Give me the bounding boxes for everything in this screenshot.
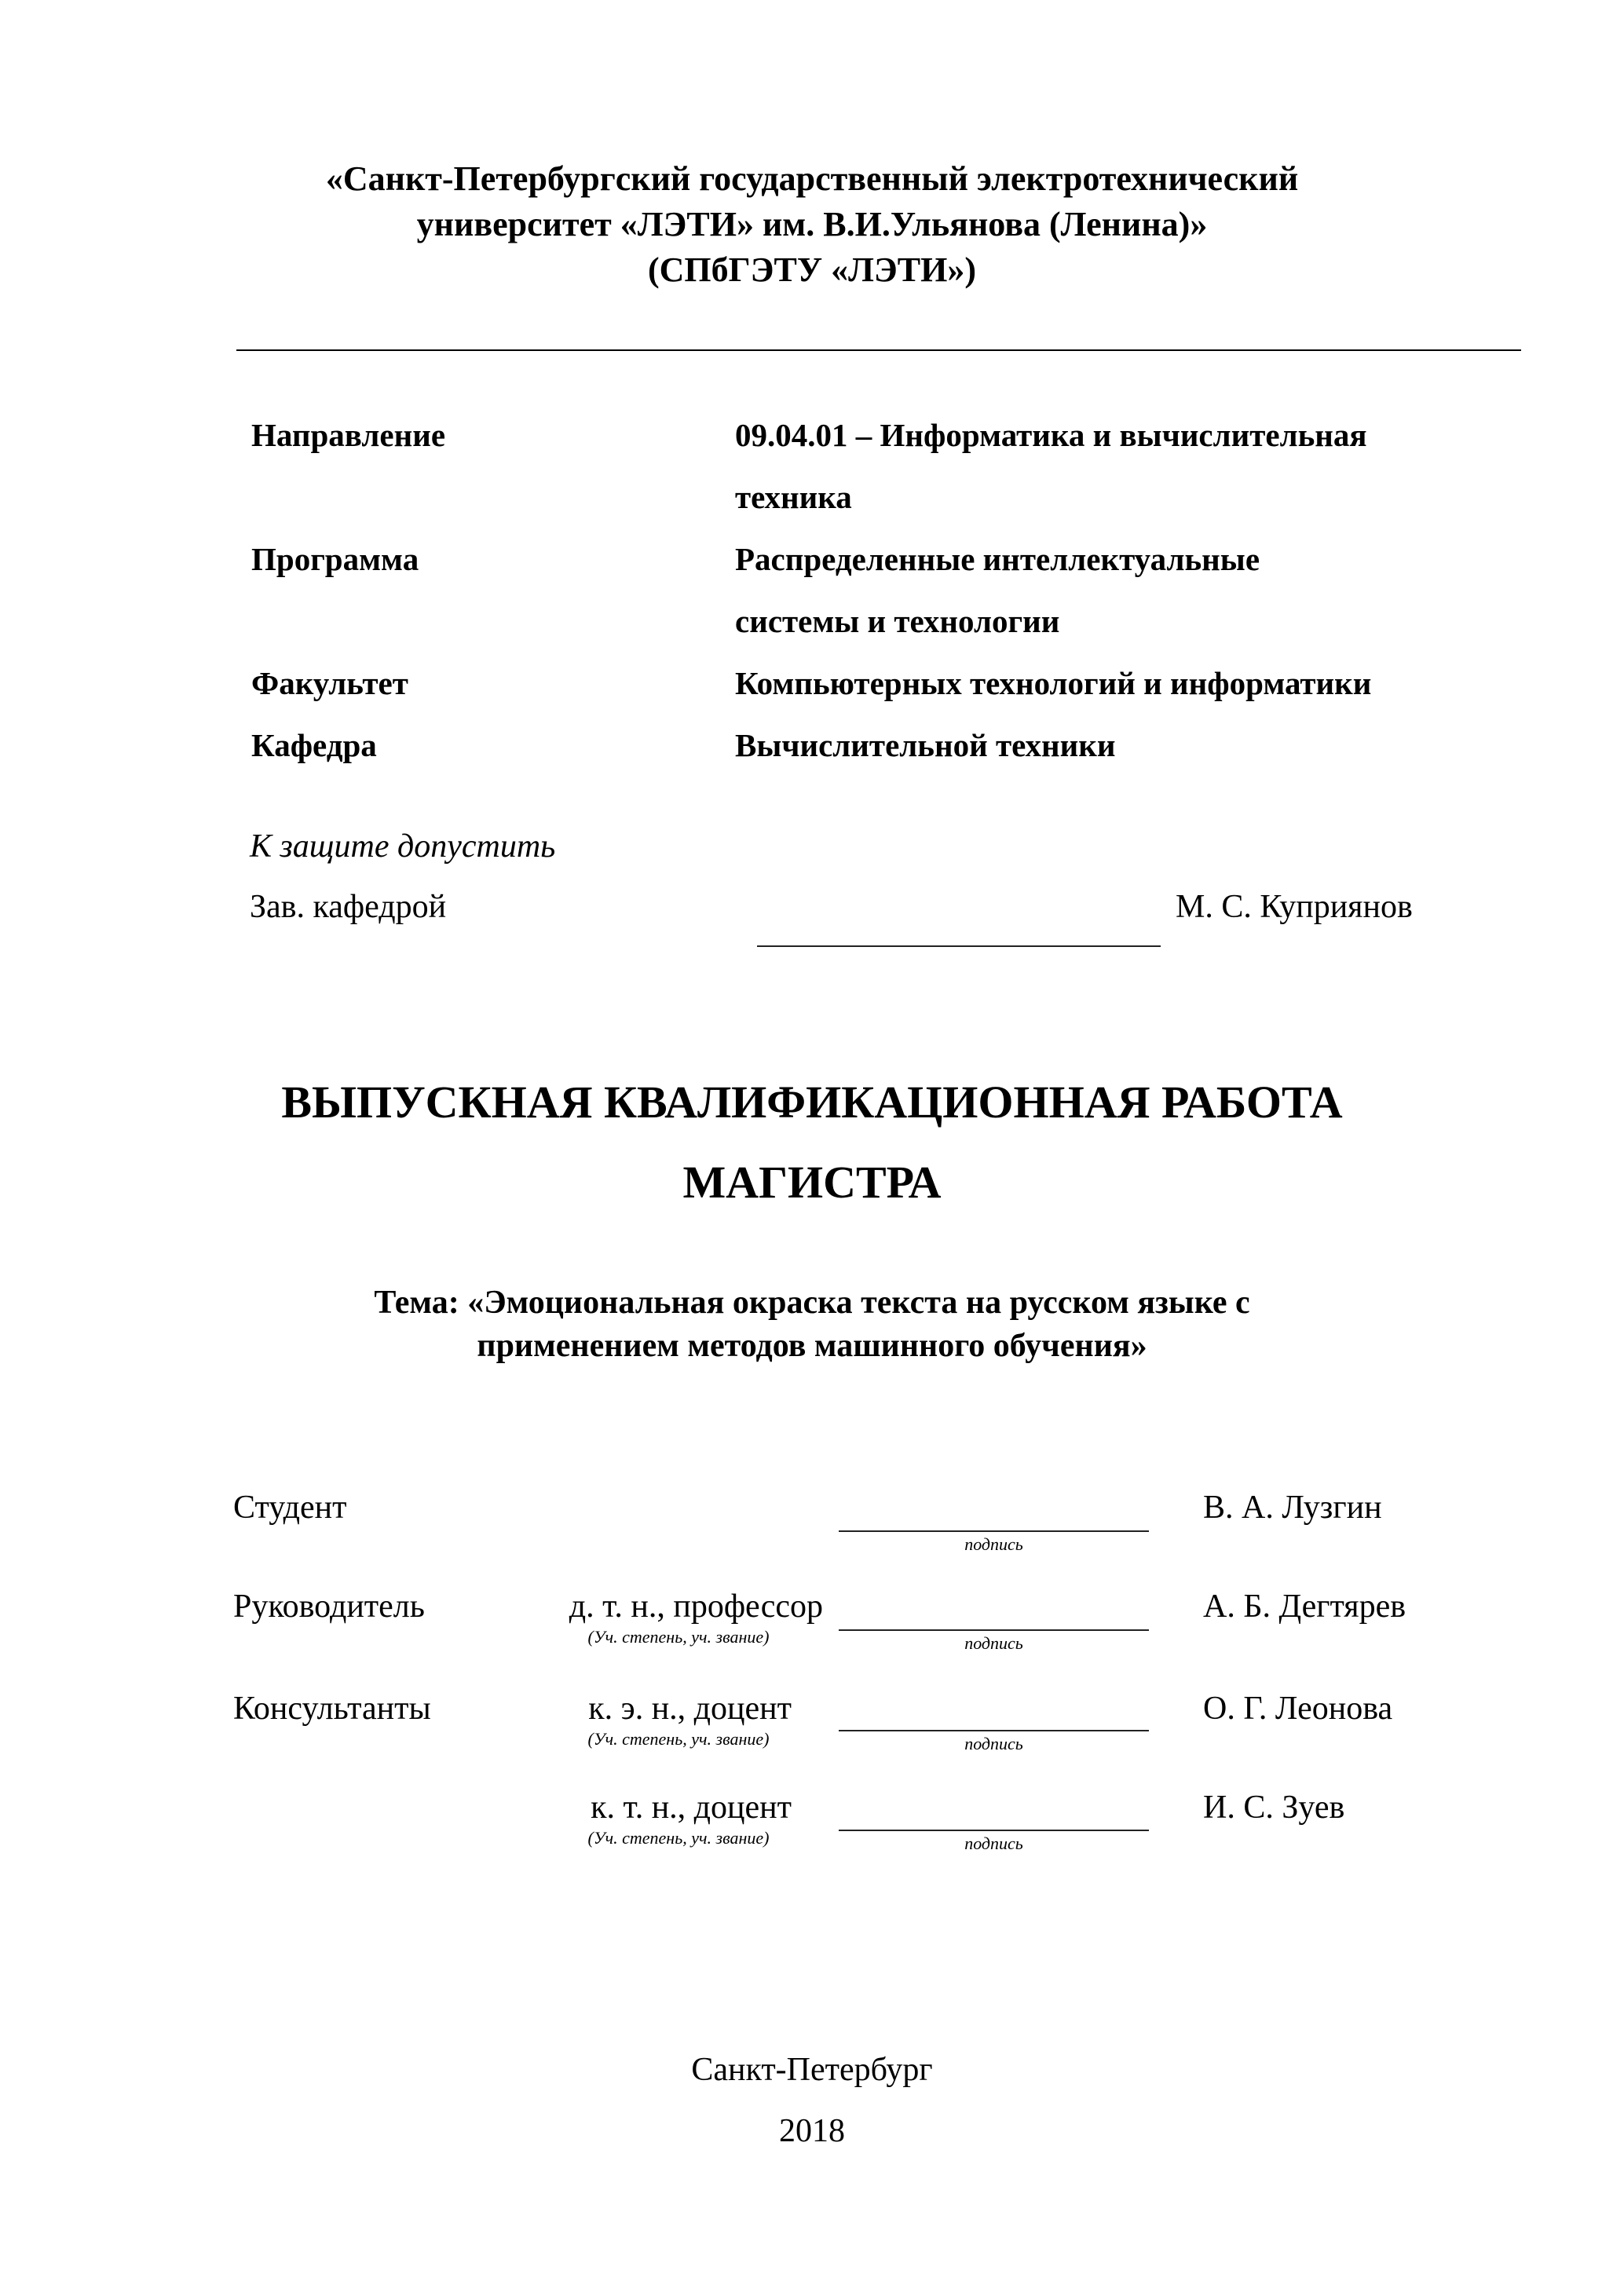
footer-city: Санкт-Петербург — [691, 2052, 933, 2088]
info-label-program: Программа — [251, 541, 419, 577]
signature-line-consultant2 — [839, 1830, 1149, 1831]
approval-name: М. С. Куприянов — [1176, 889, 1413, 925]
info-value-program-line1: Распределенные интеллектуальные — [735, 541, 1260, 577]
university-name-line1: «Санкт-Петербургский государственный электротехнический — [325, 159, 1299, 198]
signature-line-consultant1 — [839, 1730, 1149, 1731]
signature-degree-hint-supervisor: (Уч. степень, уч. звание) — [587, 1627, 770, 1647]
approval-heading: К защите допустить — [250, 828, 556, 865]
signature-degree-consultant2: к. т. н., доцент — [591, 1790, 792, 1826]
signature-line-student — [839, 1530, 1149, 1532]
signature-hint-supervisor: подпись — [964, 1633, 1023, 1653]
info-label-faculty: Факультет — [251, 665, 408, 701]
signature-role-student: Студент — [233, 1490, 347, 1526]
signature-name-consultant2: И. С. Зуев — [1203, 1790, 1345, 1826]
signature-degree-hint-consultant2: (Уч. степень, уч. звание) — [587, 1828, 770, 1848]
topic-line1: Тема: «Эмоциональная окраска текста на русском языке с — [374, 1285, 1250, 1321]
info-value-department: Вычислительной техники — [735, 727, 1116, 763]
signature-degree-consultant1: к. э. н., доцент — [588, 1691, 792, 1727]
signature-name-supervisor: А. Б. Дегтярев — [1203, 1589, 1406, 1625]
signature-hint-consultant1: подпись — [964, 1734, 1023, 1753]
info-label-department: Кафедра — [251, 727, 377, 763]
signature-hint-student: подпись — [964, 1534, 1023, 1554]
info-label-direction: Направление — [251, 417, 446, 453]
signature-name-student: В. А. Лузгин — [1203, 1490, 1382, 1526]
university-name-line2: университет «ЛЭТИ» им. В.И.Ульянова (Ленина)» — [416, 205, 1208, 243]
signature-name-consultant1: О. Г. Леонова — [1203, 1691, 1393, 1727]
info-value-program-line2: системы и технологии — [735, 603, 1060, 639]
approval-role: Зав. кафедрой — [250, 889, 447, 925]
header-divider — [236, 349, 1521, 351]
signature-hint-consultant2: подпись — [964, 1834, 1023, 1853]
info-value-faculty: Компьютерных технологий и информатики — [735, 665, 1372, 701]
university-abbrev: (СПбГЭТУ «ЛЭТИ») — [648, 250, 976, 289]
signature-role-supervisor: Руководитель — [233, 1589, 425, 1625]
signature-line-supervisor — [839, 1629, 1149, 1631]
document-title-line2: МАГИСТРА — [682, 1157, 942, 1208]
document-title-line1: ВЫПУСКНАЯ КВАЛИФИКАЦИОННАЯ РАБОТА — [281, 1077, 1343, 1128]
approval-signature-line — [757, 945, 1161, 947]
footer-year: 2018 — [779, 2113, 845, 2149]
signature-degree-hint-consultant1: (Уч. степень, уч. звание) — [587, 1729, 770, 1749]
info-value-direction-line1: 09.04.01 – Информатика и вычислительная — [735, 417, 1367, 453]
signature-degree-supervisor: д. т. н., профессор — [569, 1589, 823, 1625]
topic-line2: применением методов машинного обучения» — [477, 1328, 1147, 1364]
signature-role-consultants: Консультанты — [233, 1691, 431, 1727]
info-value-direction-line2: техника — [735, 479, 852, 515]
